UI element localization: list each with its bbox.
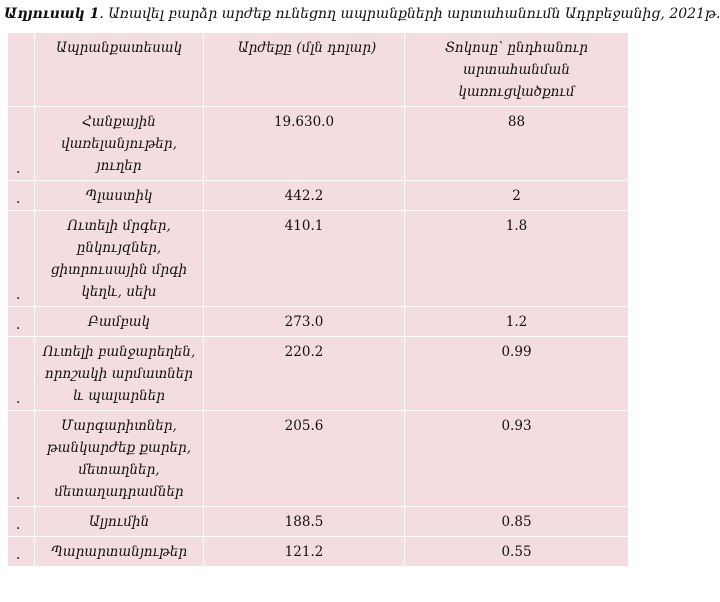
row-index: . (16, 191, 21, 207)
export-table (7, 32, 629, 567)
row-value: 220.2 (204, 337, 405, 411)
row-share: 2 (405, 181, 629, 211)
row-share: 1.8 (405, 211, 629, 307)
header-value: Արժեքը (մլն դոլար) (204, 33, 405, 107)
row-product: Պլաստիկ (35, 181, 204, 211)
header-share: Տոկոսը՝ ընդհանուր արտահանման կառուցվածքում (405, 33, 629, 107)
row-value: 442.2 (204, 181, 405, 211)
row-share: 0.99 (405, 337, 629, 411)
row-index: . (16, 487, 21, 503)
row-index-cell (8, 107, 35, 181)
table-row (8, 507, 629, 537)
row-index-cell (8, 307, 35, 337)
row-product: Մարգարիտներ, թանկարժեք քարեր, մետաղներ, մետաղադրամներ (35, 411, 204, 507)
table-row (8, 411, 629, 507)
table-row (8, 181, 629, 211)
row-product: Ուտելի բանջարեղեն, որոշակի արմատներ և պալարներ (35, 337, 204, 411)
table-row (8, 537, 629, 567)
row-index: . (16, 287, 21, 303)
row-value: 121.2 (204, 537, 405, 567)
table-row (8, 337, 629, 411)
row-index: . (16, 517, 21, 533)
row-index: . (16, 391, 21, 407)
row-share: 0.93 (405, 411, 629, 507)
table-caption (4, 4, 720, 24)
row-index-cell (8, 337, 35, 411)
row-value: 410.1 (204, 211, 405, 307)
row-share: 0.55 (405, 537, 629, 567)
row-product: Ալյումին (35, 507, 204, 537)
row-index-cell (8, 181, 35, 211)
row-share: 88 (405, 107, 629, 181)
row-value: 205.6 (204, 411, 405, 507)
row-index-cell (8, 537, 35, 567)
row-index-cell (8, 411, 35, 507)
caption-label: Աղյուսակ 1 (4, 6, 100, 22)
table-row (8, 211, 629, 307)
row-index: . (16, 547, 21, 563)
table-row (8, 307, 629, 337)
row-product: Պարարտանյութեր (35, 537, 204, 567)
caption-text: . Առավել բարձր արժեք ունեցող ապրանքների արտահանումն Ադրբեջանից, 2021թ. (99, 6, 720, 22)
row-product: Բամբակ (35, 307, 204, 337)
row-value: 273.0 (204, 307, 405, 337)
header-index-cell (8, 33, 35, 107)
row-value: 188.5 (204, 507, 405, 537)
row-index-cell (8, 211, 35, 307)
table-row (8, 107, 629, 181)
row-product: Ուտելի մրգեր, ընկույզներ, ցիտրուսային մրգի կեղև, սեխ (35, 211, 204, 307)
row-index: . (16, 317, 21, 333)
row-value: 19.630.0 (204, 107, 405, 181)
row-share: 1.2 (405, 307, 629, 337)
row-share: 0.85 (405, 507, 629, 537)
row-index: . (16, 161, 21, 177)
row-product: Հանքային վառելանյութեր, յուղեր (35, 107, 204, 181)
row-index-cell (8, 507, 35, 537)
header-product: Ապրանքատեսակ (35, 33, 204, 107)
table-header-row (8, 33, 629, 107)
